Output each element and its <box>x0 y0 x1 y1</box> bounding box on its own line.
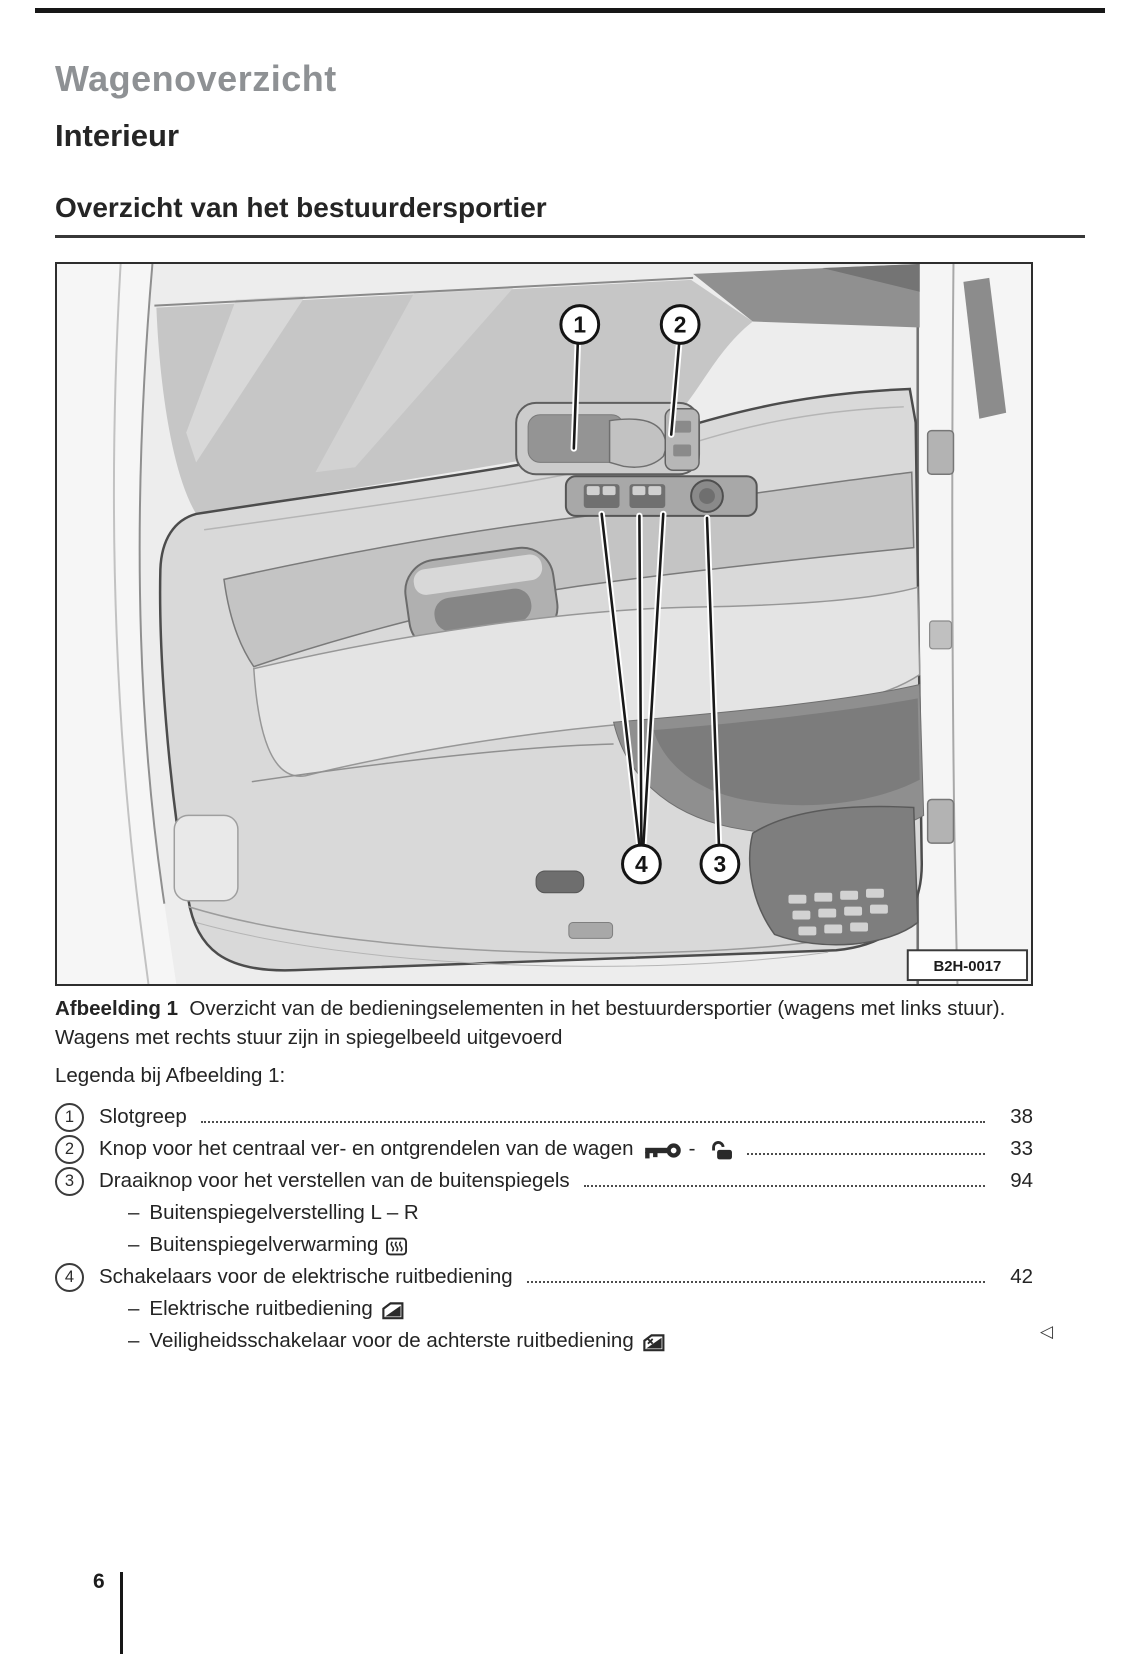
callout-3 <box>701 845 739 883</box>
legend-item-1 <box>55 1103 1033 1131</box>
door-hinge-top <box>928 431 954 475</box>
callout-4-number: 4 <box>635 850 648 877</box>
legend-text-2: Knop voor het centraal ver- en ontgrendelen van de wagen <box>99 1137 634 1160</box>
mirror-heating-icon <box>386 1237 407 1256</box>
top-rule <box>35 8 1105 13</box>
continuation-marker: ◁ <box>1040 1322 1054 1341</box>
footer-rule <box>120 1572 123 1654</box>
door-check <box>930 621 952 649</box>
legend-num-1: 1 <box>55 1103 84 1132</box>
page-heading: Overzicht van het bestuurdersportier <box>55 192 547 223</box>
rear-window-safety-icon <box>642 1333 666 1352</box>
callout-2 <box>661 306 699 344</box>
callout-1-number: 1 <box>573 311 587 338</box>
figure-caption <box>55 994 1075 1052</box>
figure-door-overview <box>55 262 1033 986</box>
caption-label: Afbeelding 1 <box>55 997 179 1020</box>
door-illustration <box>57 264 1031 984</box>
speaker <box>750 806 918 944</box>
callout-2-number: 2 <box>673 311 687 338</box>
legend-list <box>55 1103 1033 1359</box>
sub-text: Veiligheidsschakelaar voor de achterste ruitbediening <box>149 1329 634 1352</box>
unlock-icon <box>710 1141 734 1160</box>
sub-text: Buitenspiegelverwarming <box>149 1233 379 1256</box>
key-icon <box>642 1141 683 1160</box>
sub-text: Buitenspiegelverstelling L – R <box>149 1201 419 1224</box>
legend-num-4: 4 <box>55 1263 84 1292</box>
caption-text-1: Overzicht van de bedieningselementen in het bestuurdersportier (wagens met links stuur). <box>189 997 1006 1020</box>
legend-num-2: 2 <box>55 1135 84 1164</box>
legend-page-2: 33 <box>1010 1137 1033 1160</box>
legend-page-1: 38 <box>1010 1105 1033 1128</box>
legend-page-3: 94 <box>1010 1169 1033 1192</box>
window-switch-rear <box>629 484 665 508</box>
figure-code: B2H-0017 <box>933 959 1002 976</box>
window-switch-front <box>584 484 620 508</box>
legend-subitem-mirror-adjust <box>55 1199 1033 1227</box>
sub-dash: – <box>128 1201 140 1224</box>
legend-text-4: Schakelaars voor de elektrische ruitbediening <box>99 1265 513 1288</box>
dot-leader <box>201 1121 985 1123</box>
legend-num-3: 3 <box>55 1167 84 1196</box>
dot-leader <box>584 1185 985 1187</box>
section-title: Wagenoverzicht <box>55 58 337 99</box>
callout-4 <box>623 845 661 883</box>
power-window-icon <box>381 1301 405 1320</box>
legend-text-3: Draaiknop voor het verstellen van de buitenspiegels <box>99 1169 570 1192</box>
page-number: 6 <box>93 1570 105 1593</box>
callout-1 <box>561 306 599 344</box>
door-catch-bump <box>569 923 613 939</box>
car-body-pillar <box>918 264 1031 984</box>
legend-page-4: 42 <box>1010 1265 1033 1288</box>
door-hinge-bottom <box>928 800 954 844</box>
dot-leader <box>747 1153 985 1155</box>
sub-dash: – <box>128 1329 140 1352</box>
door-reflector <box>536 871 584 893</box>
caption-line-1 <box>55 994 1075 1023</box>
icon-separator: - <box>688 1137 696 1160</box>
mirror-adjust-knob <box>691 480 723 512</box>
legend-item-2 <box>55 1135 1033 1163</box>
window-switch-panel <box>566 476 757 516</box>
caption-line-2: Wagens met rechts stuur zijn in spiegelbeeld uitgevoerd <box>55 1026 563 1050</box>
sub-dash: – <box>128 1233 140 1256</box>
legend-text-1: Slotgreep <box>99 1105 187 1128</box>
sub-text: Elektrische ruitbediening <box>149 1297 373 1320</box>
figure-code-plate <box>908 950 1027 980</box>
legend-intro: Legenda bij Afbeelding 1: <box>55 1064 286 1087</box>
legend-item-3 <box>55 1167 1033 1195</box>
page-heading-block <box>55 192 1085 238</box>
legend-item-4 <box>55 1263 1033 1291</box>
legend-subitem-mirror-heating <box>55 1231 1033 1259</box>
door-handle-lever <box>610 419 666 467</box>
legend-subitem-power-window <box>55 1295 1033 1323</box>
legend-subitem-rear-window-safety <box>55 1327 1033 1355</box>
subsection-title: Interieur <box>55 118 180 153</box>
lower-pocket-corner <box>174 815 238 900</box>
callout-3-number: 3 <box>713 850 727 877</box>
sub-dash: – <box>128 1297 140 1320</box>
dot-leader <box>527 1281 985 1283</box>
